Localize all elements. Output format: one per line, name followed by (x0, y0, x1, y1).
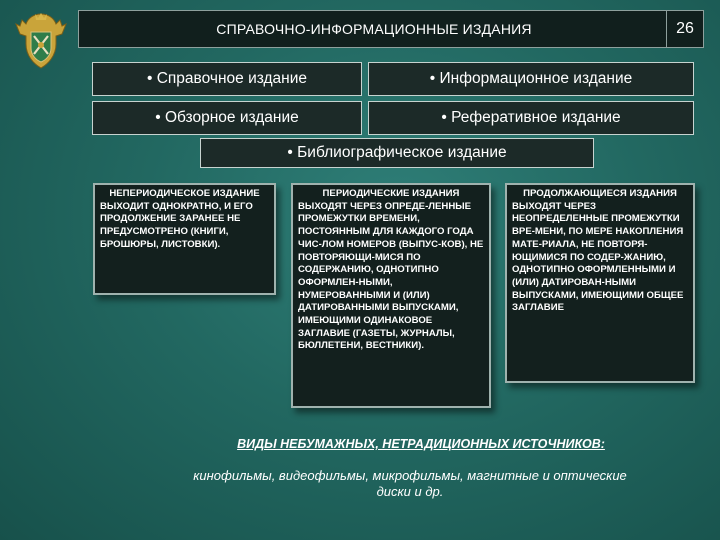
column-title: ПЕРИОДИЧЕСКИЕ ИЗДАНИЯ (322, 188, 460, 199)
header-bar (78, 10, 704, 48)
sources-line-1: кинофильмы, видеофильмы, микрофильмы, магнитные и оптические (193, 468, 627, 483)
column-title: ПРОДОЛЖАЮЩИЕСЯ ИЗДАНИЯ (523, 188, 677, 199)
category-informational: • Информационное издание (368, 62, 694, 96)
nonpaper-sources-list (150, 468, 670, 500)
column-nonperiodical (93, 183, 276, 295)
column-continuing (505, 183, 695, 383)
column-periodical (291, 183, 491, 408)
category-reference: • Справочное издание (92, 62, 362, 96)
coat-of-arms-icon (14, 10, 68, 72)
category-abstract: • Реферативное издание (368, 101, 694, 135)
nonpaper-sources-heading: ВИДЫ НЕБУМАЖНЫХ, НЕТРАДИЦИОННЫХ ИСТОЧНИКОВ: (237, 437, 605, 451)
column-body: ВЫХОДЯТ ЧЕРЕЗ НЕОПРЕДЕЛЕННЫЕ ПРОМЕЖУТКИ ВРЕ-МЕНИ, ПО МЕРЕ НАКОПЛЕНИЯ МАТЕ-РИАЛА, НЕ ПОВТОРЯ-ЮЩИМИСЯ ПО СОДЕР-ЖАНИЮ, ОДНОТИПНО ОФОРМЛЕННЫМИ И (ИЛИ) ДАТИРОВАН-НЫМИ ВЫПУСКАМИ, ИМЕЮЩИМИ ОБЩЕЕ ЗАГЛАВИЕ (512, 200, 684, 314)
category-review: • Обзорное издание (92, 101, 362, 135)
column-title: НЕПЕРИОДИЧЕСКОЕ ИЗДАНИЕ (109, 188, 260, 199)
slide-number: 26 (666, 11, 703, 47)
category-bibliographic: • Библиографическое издание (200, 138, 594, 168)
page-title: СПРАВОЧНО-ИНФОРМАЦИОННЫЕ ИЗДАНИЯ (216, 21, 532, 37)
column-body: ВЫХОДЯТ ЧЕРЕЗ ОПРЕДЕ-ЛЕННЫЕ ПРОМЕЖУТКИ ВРЕМЕНИ, ПОСТОЯННЫМ ДЛЯ КАЖДОГО ГОДА ЧИС-ЛОМ НОМЕРОВ (ВЫПУС-КОВ), НЕ ПОВТОРЯЮЩИ-МИСЯ ПО СОДЕРЖАНИЮ, ОДНОТИПНО ОФОРМЛЕН-НЫМИ, НУМЕРОВАННЫМИ И (ИЛИ) ДАТИРОВАННЫМИ ВЫПУСКАМИ, ИМЕЮЩИМИ ОДИНАКОВОЕ ЗАГЛАВИЕ (ГАЗЕТЫ, ЖУРНАЛЫ, БЮЛЛЕТЕНИ, ВЕСТНИКИ). (298, 200, 484, 352)
column-body: ВЫХОДИТ ОДНОКРАТНО, И ЕГО ПРОДОЛЖЕНИЕ ЗАРАНЕЕ НЕ ПРЕДУСМОТРЕНО (КНИГИ, БРОШЮРЫ, ЛИСТОВКИ). (100, 200, 253, 250)
sources-line-2: диски и др. (376, 484, 444, 499)
